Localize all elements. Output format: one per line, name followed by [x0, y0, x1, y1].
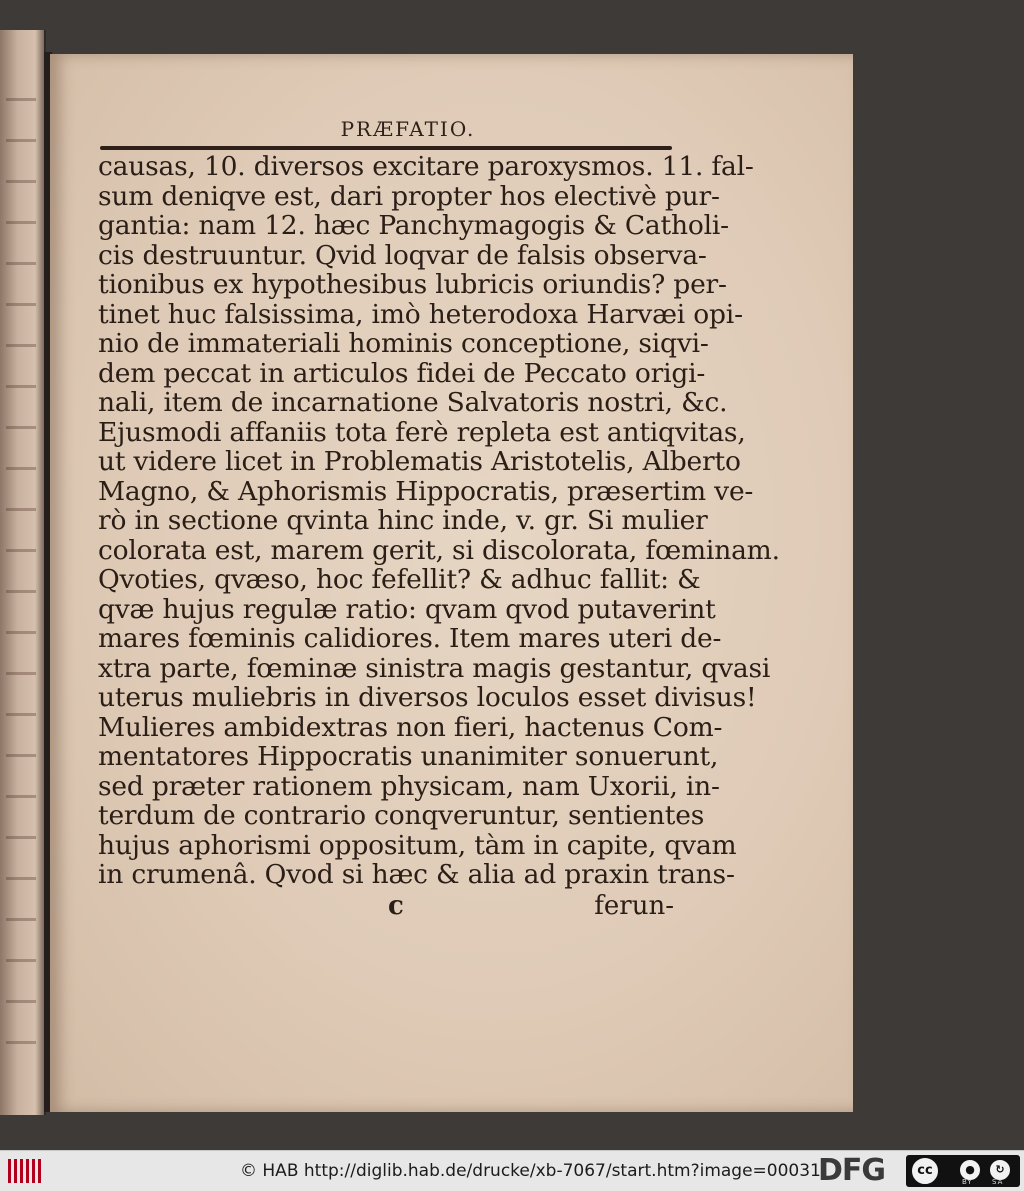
scanned-page	[50, 54, 853, 1112]
dfg-logo[interactable]: DFG	[818, 1153, 886, 1188]
text-line: sed præter rationem physicam, nam Uxorii, in-	[98, 770, 720, 802]
text-line: dem peccat in articulos fidei de Peccato origi-	[98, 357, 706, 389]
hab-logo-icon[interactable]	[6, 1157, 46, 1185]
text-line: tionibus ex hypothesibus lubricis oriundis? per-	[98, 269, 727, 300]
page-foot	[98, 890, 674, 922]
page-content	[98, 116, 780, 922]
catchword: ferun-	[594, 890, 674, 921]
text-line: hujus aphorismi oppositum, tàm in capite, qvam	[98, 829, 737, 861]
text-line: colorata est, marem gerit, si discolorata, fœminam.	[98, 534, 780, 566]
sa-label: SA	[992, 1178, 1004, 1186]
sa-icon: ↻	[988, 1158, 1012, 1182]
text-line: in crumenâ. Qvod si hæc & alia ad praxin trans-	[98, 859, 735, 890]
text-line: xtra parte, fœminæ sinistra magis gestantur, qvasi	[98, 652, 771, 684]
text-line: tinet huc falsissima, imò heterodoxa Harvæi opi-	[98, 298, 743, 330]
by-label: BY	[962, 1178, 973, 1186]
text-line: ut videre licet in Problematis Aristotelis, Alberto	[98, 446, 741, 477]
text-line: rò in sectione qvinta hinc inde, v. gr. Si mulier	[98, 505, 708, 536]
citation-link[interactable]: © HAB http://diglib.hab.de/drucke/xb-7067/start.htm?image=00031	[240, 1161, 821, 1181]
text-line: sum deniqve est, dari propter hos electivè pur-	[98, 180, 720, 212]
running-head: PRÆFATIO.	[340, 117, 476, 141]
text-line: causas, 10. diversos excitare paroxysmos. 11. fal-	[98, 151, 754, 182]
text-line: Mulieres ambidextras non fieri, hactenus Com-	[98, 711, 723, 743]
cc-icon: cc	[910, 1156, 940, 1186]
viewer-footer	[0, 1150, 1024, 1191]
text-line: mentatores Hippocratis unanimiter sonuerunt,	[98, 741, 719, 772]
text-line: Qvoties, qvæso, hoc fefellit? & adhuc fallit: &	[98, 564, 701, 595]
text-line: gantia: nam 12. hæc Panchymagogis & Catholi-	[98, 210, 729, 241]
text-line: qvæ hujus regulæ ratio: qvam qvod putaverint	[98, 593, 716, 625]
text-line: cis destruuntur. Qvid loqvar de falsis observa-	[98, 239, 707, 271]
text-line: Magno, & Aphorismis Hippocratis, præsertim ve-	[98, 475, 754, 507]
text-line: Ejusmodi affaniis tota ferè repleta est antiqvitas,	[98, 416, 746, 448]
text-line: mares fœminis calidiores. Item mares uteri de-	[98, 623, 722, 654]
body-text	[98, 151, 780, 890]
text-line: terdum de contrario conqveruntur, sentientes	[98, 800, 705, 831]
previous-page-edge	[0, 30, 46, 1115]
text-line: nali, item de incarnatione Salvatoris nostri, &c.	[98, 387, 728, 418]
text-line: nio de immateriali hominis conceptione, siqvi-	[98, 328, 709, 359]
by-icon: ●	[958, 1158, 982, 1182]
header-rule	[100, 146, 672, 150]
signature-mark: c	[388, 890, 404, 921]
text-line: uterus muliebris in diversos loculos esset divisus!	[98, 682, 757, 713]
license-badge[interactable]	[906, 1155, 1020, 1187]
